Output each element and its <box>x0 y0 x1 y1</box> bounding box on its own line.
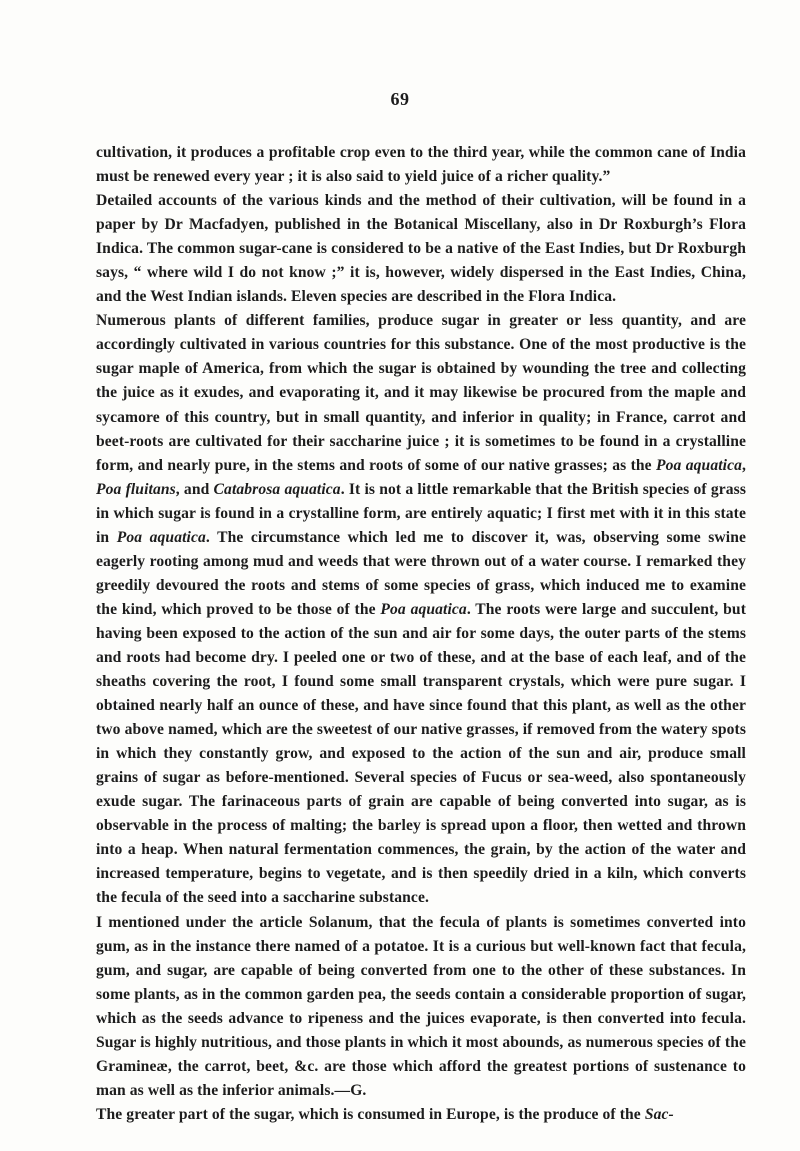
text-run: . It is not a little remarkable that the British species of grass in which sugar is found in a crystalline form, are entirely aquatic; I first met with it in this state in <box>96 480 747 546</box>
italic-text: Poa fluitans <box>96 480 176 498</box>
text-run: , and <box>175 480 214 498</box>
italic-text: Poa aquatica <box>656 456 742 474</box>
text-run: . The circumstance which led me to discover it, was, observing some swine eagerly rooting among mud and weeds that were thrown out of a water course. I remarked they greedily devoured the roots and stems of some species of grass, which induced me to examine the kind, which proved to be those of the <box>96 528 746 618</box>
body-text <box>96 141 746 1127</box>
text-run: cultivation, it produces a profitable crop even to the third year, while the common cane of India must be renewed every year ; it is also said to yield juice of a richer quality.” <box>96 144 746 186</box>
text-run: I mentioned under the article Solanum, that the fecula of plants is sometimes converted into gum, as in the instance there named of a potatoe. It is a curious but well-known fact that fecula, gum, and sugar, are capable of being converted from one to the other of these substances. In some plants, as in the common garden pea, the seeds contain a considerable proportion of sugar, which as the seeds advance to ripeness and the juices evaporate, is then converted into fecula. Sugar is highly nutritious, and those plants in which it most abounds, as numerous species of the Gramineæ, the carrot, beet, &c. are those which afford the greatest portions of sustenance to man as well as the inferior animals.—G. <box>96 913 746 1099</box>
paragraph <box>96 189 746 309</box>
text-run: . The roots were large and succulent, but having been exposed to the action of the sun and air for some days, the outer parts of the stems and roots had become dry. I peeled one or two of these, and at the base of each leaf, and of the sheaths covering the root, I found some small transparent crystals, which were pure sugar. I obtained nearly half an ounce of these, and have since found that this plant, as well as the other two above named, which are the sweetest of our native grasses, if removed from the watery spots in which they constantly grow, and exposed to the action of the sun and air, produce small grains of sugar as before-mentioned. Several species of Fucus or sea-weed, also spontaneously exude sugar. The farinaceous parts of grain are capable of being converted into sugar, as is observable in the process of malting; the barley is spread upon a floor, then wetted and thrown into a heap. When natural fermentation commences, the grain, by the action of the water and increased temperature, begins to vegetate, and is then speedily dried in a kiln, which converts the fecula of the seed into a saccharine substance. <box>96 600 746 907</box>
paragraph <box>96 911 746 1103</box>
text-run: Detailed accounts of the various kinds and the method of their cultivation, will be found in a paper by Dr Macfadyen, published in the Botanical Miscellany, also in Dr Roxburgh’s Flora Indica. The common sugar-cane is considered to be a native of the East Indies, but Dr Roxburgh says, “ where wild I do not know ;” it is, however, widely dispersed in the East Indies, China, and the West Indian islands. Eleven species are described in the Flora Indica. <box>96 192 746 306</box>
italic-text: Poa aquatica <box>116 528 206 546</box>
italic-text: Poa aquatica <box>380 600 467 618</box>
italic-text: Sac- <box>644 1105 674 1123</box>
text-run: Numerous plants of different families, produce sugar in greater or less quantity, and are accordingly cultivated in various countries for this substance. One of the most productive is the sugar maple of America, from which the sugar is obtained by wounding the tree and collecting the juice as it exudes, and evaporating it, and it may likewise be procured from the maple and sycamore of this country, but in small quantity, and inferior in quality; in France, carrot and beet-roots are cultivated for their saccharine juice ; it is sometimes to be found in a crystalline form, and nearly pure, in the stems and roots of some of our native grasses; as the <box>96 312 746 474</box>
text-run: , <box>742 456 746 474</box>
paragraph <box>96 141 746 189</box>
page-number: 69 <box>390 89 410 109</box>
paragraph <box>96 309 746 910</box>
paragraph <box>96 1103 746 1127</box>
text-run: The greater part of the sugar, which is consumed in Europe, is the produce of the <box>96 1105 645 1123</box>
italic-text: Catabrosa aquatica <box>213 480 341 498</box>
